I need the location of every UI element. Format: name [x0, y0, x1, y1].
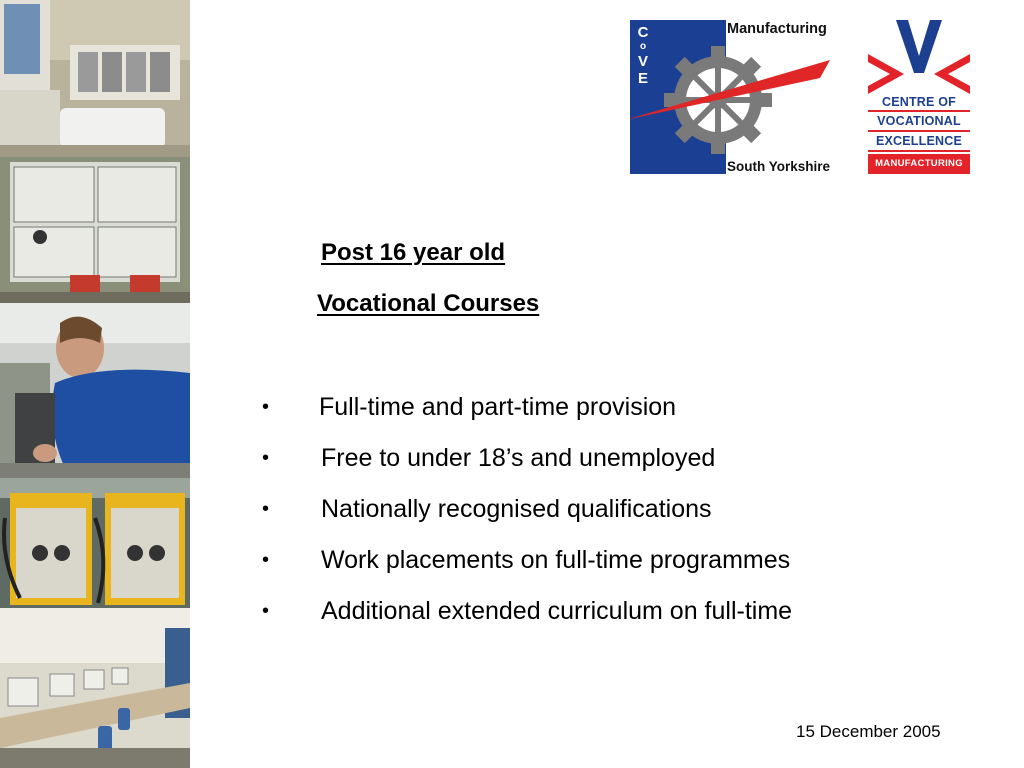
bullet-text: Work placements on full-time programmes: [321, 546, 791, 574]
cove-letter: C: [637, 24, 649, 41]
slide-heading-line-2: Vocational Courses: [317, 290, 540, 317]
student-working-photo: [0, 303, 190, 478]
bullet-text: Full-time and part-time provision: [319, 393, 677, 421]
computer-lab-photo: [0, 608, 190, 768]
bullet-text: Free to under 18’s and unemployed: [321, 444, 716, 472]
cove-letter: E: [637, 70, 648, 87]
centre-of-vocational-excellence-logo: [866, 18, 972, 176]
gear-icon: [664, 46, 772, 154]
manufacturing-badge: MANUFACTURING: [868, 154, 970, 174]
bullet-text: Additional extended curriculum on full-time: [321, 597, 793, 625]
electrical-training-panel-photo: [0, 157, 190, 303]
bullet-icon: •: [262, 549, 270, 571]
slide-date: 15 December 2005: [796, 722, 941, 741]
bullet-icon: •: [262, 600, 270, 622]
welding-machines-photo: [0, 478, 190, 608]
photo-strip: [0, 0, 190, 768]
cove-letter: V: [637, 53, 648, 70]
cove-letters: [632, 24, 654, 87]
right-chevron-icon: [934, 54, 970, 94]
centre-logo-line: CENTRE OF: [881, 95, 957, 109]
logo-subtitle: South Yorkshire: [727, 159, 831, 174]
bullet-icon: •: [262, 447, 270, 469]
bullet-icon: •: [262, 498, 270, 520]
computer-workstation-photo: [0, 0, 190, 157]
cove-letter: o: [639, 41, 647, 52]
centre-logo-line: EXCELLENCE: [875, 134, 963, 148]
slide-heading-line-1: Post 16 year old: [321, 239, 506, 266]
bullet-text: Nationally recognised qualifications: [321, 495, 712, 523]
centre-logo-line: VOCATIONAL: [877, 114, 961, 128]
logo-title: Manufacturing: [727, 21, 827, 37]
bullet-icon: •: [262, 396, 270, 418]
v-mark-icon: [896, 20, 942, 73]
cove-manufacturing-logo: [630, 18, 856, 176]
left-chevron-icon: [868, 54, 904, 94]
